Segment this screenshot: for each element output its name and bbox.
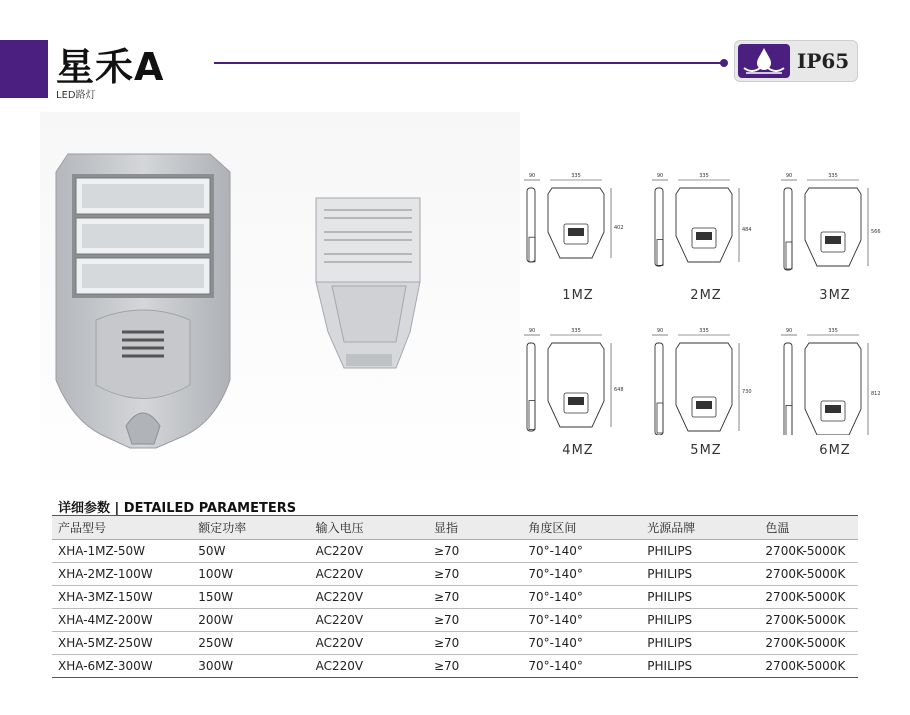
table-cell: 50W (192, 540, 309, 563)
street-light-side-image (310, 192, 426, 370)
table-cell: 2700K-5000K (759, 586, 858, 609)
table-cell: PHILIPS (641, 563, 759, 586)
column-header: 输入电压 (310, 516, 428, 540)
width-label: 335 (828, 173, 838, 179)
table-cell: XHA-4MZ-200W (52, 609, 192, 632)
ip-rating-text: IP65 (797, 49, 850, 73)
width-label: 335 (571, 173, 581, 179)
table-cell: 200W (192, 609, 309, 632)
table-row (52, 609, 858, 632)
width-label: 335 (699, 173, 709, 179)
table-cell: 2700K-5000K (759, 540, 858, 563)
model-label: 3MZ (819, 288, 851, 303)
table-cell: 70°-140° (522, 632, 641, 655)
model-label: 6MZ (819, 443, 851, 458)
column-header: 产品型号 (52, 516, 192, 540)
table-row (52, 563, 858, 586)
width-label: 335 (828, 328, 838, 334)
depth-label: 90 (656, 173, 664, 179)
table-cell: ≥70 (428, 540, 522, 563)
length-label: 402 (614, 225, 624, 231)
page-subtitle: LED路灯 (56, 90, 96, 101)
table-row (52, 655, 858, 678)
model-label: 1MZ (562, 288, 594, 303)
model-label: 4MZ (562, 443, 594, 458)
depth-label: 90 (528, 173, 536, 179)
length-label: 812 (871, 391, 881, 397)
table-row (52, 540, 858, 563)
column-header: 显指 (428, 516, 522, 540)
water-drop-icon (738, 44, 790, 78)
table-cell: 70°-140° (522, 540, 641, 563)
table-header-row (52, 516, 858, 540)
table-cell: AC220V (310, 540, 428, 563)
depth-label: 90 (656, 328, 664, 334)
table-cell: 2700K-5000K (759, 563, 858, 586)
length-label: 730 (742, 389, 752, 395)
column-header: 角度区间 (522, 516, 641, 540)
table-cell: 70°-140° (522, 563, 641, 586)
parameters-table (52, 515, 858, 678)
column-header: 光源品牌 (641, 516, 759, 540)
header-rule (214, 62, 724, 64)
model-label: 5MZ (690, 443, 722, 458)
table-cell: XHA-3MZ-150W (52, 586, 192, 609)
accent-block (0, 40, 48, 98)
dimension-drawing-3mz (777, 170, 903, 280)
table-cell: ≥70 (428, 609, 522, 632)
street-light-front-image (46, 150, 246, 450)
table-cell: 70°-140° (522, 586, 641, 609)
dimension-drawing-4mz (520, 325, 646, 435)
table-cell: 100W (192, 563, 309, 586)
depth-label: 90 (785, 173, 793, 179)
dimension-drawing-6mz (777, 325, 903, 435)
table-row (52, 632, 858, 655)
table-cell: 2700K-5000K (759, 609, 858, 632)
table-cell: AC220V (310, 632, 428, 655)
width-label: 335 (699, 328, 709, 334)
dimension-drawing-5mz (648, 325, 774, 435)
table-cell: ≥70 (428, 655, 522, 678)
table-cell: XHA-5MZ-250W (52, 632, 192, 655)
column-header: 色温 (759, 516, 858, 540)
ip-rating-badge (734, 40, 858, 82)
table-cell: 70°-140° (522, 609, 641, 632)
dimension-drawing-2mz (648, 170, 774, 280)
table-cell: 70°-140° (522, 655, 641, 678)
length-label: 566 (871, 229, 881, 235)
table-cell: PHILIPS (641, 632, 759, 655)
table-cell: 250W (192, 632, 309, 655)
table-cell: AC220V (310, 563, 428, 586)
table-cell: PHILIPS (641, 655, 759, 678)
depth-label: 90 (528, 328, 536, 334)
model-label: 2MZ (690, 288, 722, 303)
table-cell: PHILIPS (641, 609, 759, 632)
page-title: 星禾A (56, 45, 165, 89)
width-label: 335 (571, 328, 581, 334)
table-cell: XHA-6MZ-300W (52, 655, 192, 678)
table-cell: XHA-2MZ-100W (52, 563, 192, 586)
table-cell: ≥70 (428, 632, 522, 655)
depth-label: 90 (785, 328, 793, 334)
table-cell: 2700K-5000K (759, 655, 858, 678)
table-cell: ≥70 (428, 586, 522, 609)
table-cell: 2700K-5000K (759, 632, 858, 655)
table-cell: PHILIPS (641, 540, 759, 563)
table-cell: ≥70 (428, 563, 522, 586)
table-cell: PHILIPS (641, 586, 759, 609)
table-row (52, 586, 858, 609)
dimension-drawing-1mz (520, 170, 646, 280)
length-label: 484 (742, 227, 752, 233)
table-cell: 150W (192, 586, 309, 609)
table-cell: XHA-1MZ-50W (52, 540, 192, 563)
table-cell: AC220V (310, 586, 428, 609)
header-rule-dot (720, 59, 728, 67)
table-cell: AC220V (310, 609, 428, 632)
length-label: 648 (614, 387, 624, 393)
table-cell: AC220V (310, 655, 428, 678)
column-header: 额定功率 (192, 516, 309, 540)
table-cell: 300W (192, 655, 309, 678)
section-heading: 详细参数 | DETAILED PARAMETERS (58, 501, 297, 516)
